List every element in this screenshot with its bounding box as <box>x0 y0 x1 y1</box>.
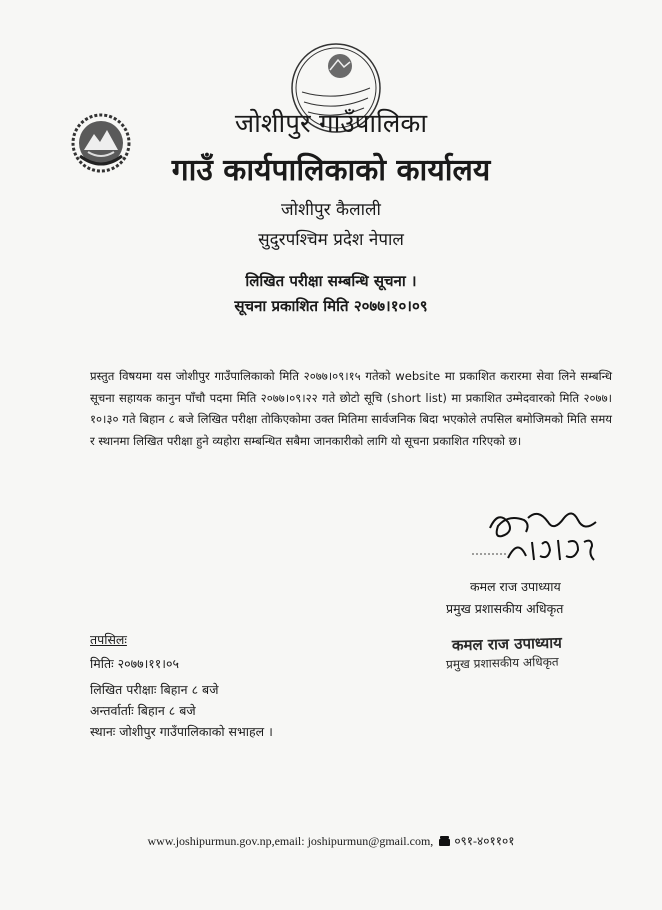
notice-title: लिखित परीक्षा सम्बन्धि सूचना । <box>245 272 417 290</box>
detail-written-exam: लिखित परीक्षाः बिहान ८ बजे <box>90 682 219 697</box>
notice-published-date: सूचना प्रकाशित मिति २०७७।१०।०९ <box>234 297 428 315</box>
footer-phone: ०९१-४०११०१ <box>454 834 515 848</box>
office-name: गाउँ कार्यपालिकाको कार्यालय <box>171 153 491 188</box>
footer-website-email: www.joshipurmun.gov.np,email: joshipurmun@gmail.com, <box>147 834 434 848</box>
details-heading: तपसिलः <box>90 632 127 647</box>
telephone-icon <box>439 835 450 850</box>
address-line-1: जोशीपुर कैलाली <box>281 200 381 220</box>
signatory-name: कमल राज उपाध्याय <box>470 579 561 594</box>
address-line-2: सुदुरपश्चिम प्रदेश नेपाल <box>258 230 404 250</box>
handwritten-signature <box>468 498 618 570</box>
detail-interview: अन्तर्वार्ताः बिहान ८ बजे <box>90 703 196 718</box>
municipality-name: जोशीपुर गाउँपालिका <box>234 109 428 139</box>
notice-body-paragraph: प्रस्तुत विषयमा यस जोशीपुर गाउँपालिकाको मिति २०७७।०९।१५ गतेको website मा प्रकाशित करारमा सेवा लिने सम्बन्धि सूचना सहायक कानुन पाँचौ पदमा मिति २०७७।०९।२२ गते छोटो सूचि (short list) मा प्रकाशित उम्मेदवारको मिति २०७७।१०।३० गते बिहान ८ बजे लिखित परीक्षा तोकिएकोमा उक्त मितिमा सार्वजनिक बिदा भएकोले तपसिल बमोजिमको मिति समय र स्थानमा लिखित परीक्षा हुने व्यहोरा सम्बन्धित सबैमा जानकारीको लागि यो सूचना प्रकाशित गरिएको छ। <box>90 369 612 448</box>
footer-contact <box>0 832 662 850</box>
signatory-title: प्रमुख प्रशासकीय अधिकृत <box>446 601 564 616</box>
detail-venue: स्थानः जोशीपुर गाउँपालिकाको सभाहल । <box>90 724 273 739</box>
name-stamp: कमल राज उपाध्याय <box>451 633 563 655</box>
title-stamp: प्रमुख प्रशासकीय अधिकृत <box>445 654 559 672</box>
detail-date: मितिः २०७७।११।०५ <box>90 656 180 671</box>
